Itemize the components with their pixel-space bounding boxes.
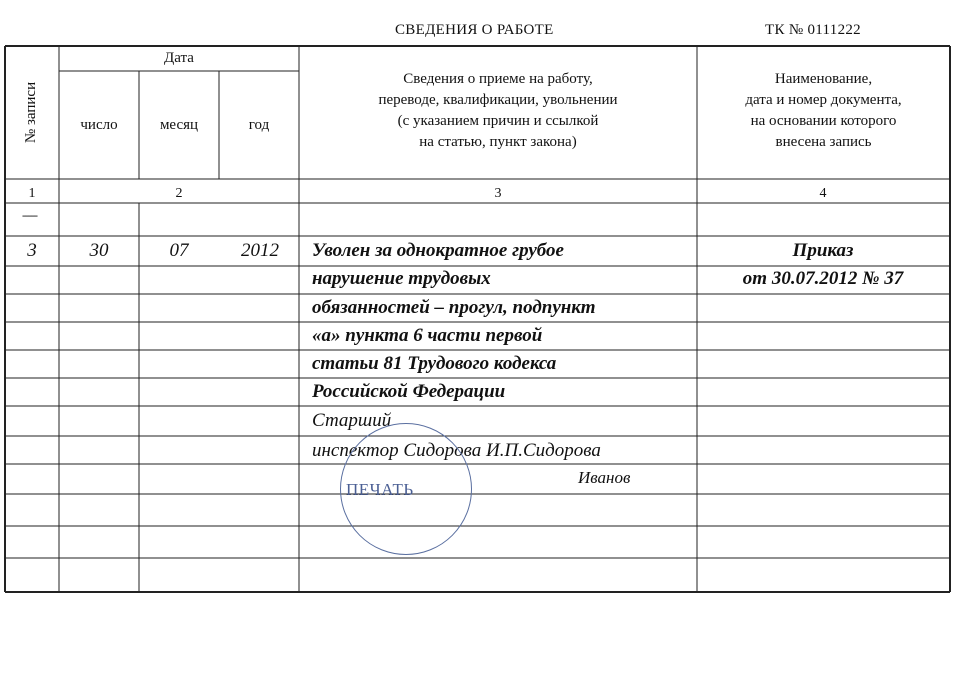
info-header-line: на статью, пункт закона) [419, 133, 577, 150]
entry-text-line: нарушение трудовых [312, 268, 491, 289]
day-header: число [80, 116, 118, 133]
stamp-label: ПЕЧАТЬ [346, 480, 414, 499]
entry-number-header: № записи [23, 81, 39, 144]
year-header: год [248, 116, 270, 133]
entry-text-line: «а» пункта 6 части первой [312, 325, 543, 346]
column-number: 3 [494, 186, 502, 201]
entry-text-line: обязанностей – прогул, подпункт [312, 297, 596, 318]
column-number: 2 [175, 186, 183, 201]
document-header-line: внесена запись [775, 133, 872, 150]
info-header-line: (с указанием причин и ссылкой [397, 112, 599, 129]
signer-name: инспектор Сидорова И.П.Сидорова [312, 440, 601, 461]
entry-day: 30 [89, 240, 109, 261]
entry-year: 2012 [241, 240, 279, 261]
document-header [697, 58, 950, 163]
placeholder-dots: ----- [22, 208, 37, 222]
info-header-line: переводе, квалификации, увольнении [378, 91, 618, 108]
signer-extra-name: Иванов [578, 468, 631, 487]
entry-month: 07 [169, 240, 189, 261]
entry-text-line: статьи 81 Трудового кодекса [312, 353, 557, 374]
document-header-line: на основании которого [750, 112, 897, 129]
month-header: месяц [159, 116, 199, 133]
date-header: Дата [164, 50, 194, 66]
column-number: 4 [819, 186, 827, 201]
document-reference: от 30.07.2012 № 37 [742, 268, 904, 289]
section-title: СВЕДЕНИЯ О РАБОТЕ [395, 22, 554, 38]
column-number: 1 [28, 186, 36, 201]
signer-position: Старший [312, 410, 392, 431]
document-header-line: Наименование, [774, 70, 873, 87]
tk-number: ТК № 0111222 [765, 22, 861, 38]
entry-text-line: Уволен за однократное грубое [312, 240, 564, 261]
document-title: Приказ [792, 240, 854, 261]
info-header [299, 58, 697, 163]
document-header-line: дата и номер документа, [745, 91, 902, 108]
info-header-line: Сведения о приеме на работу, [403, 70, 593, 87]
entry-number: 3 [27, 240, 37, 261]
entry-text-line: Российской Федерации [312, 381, 506, 402]
